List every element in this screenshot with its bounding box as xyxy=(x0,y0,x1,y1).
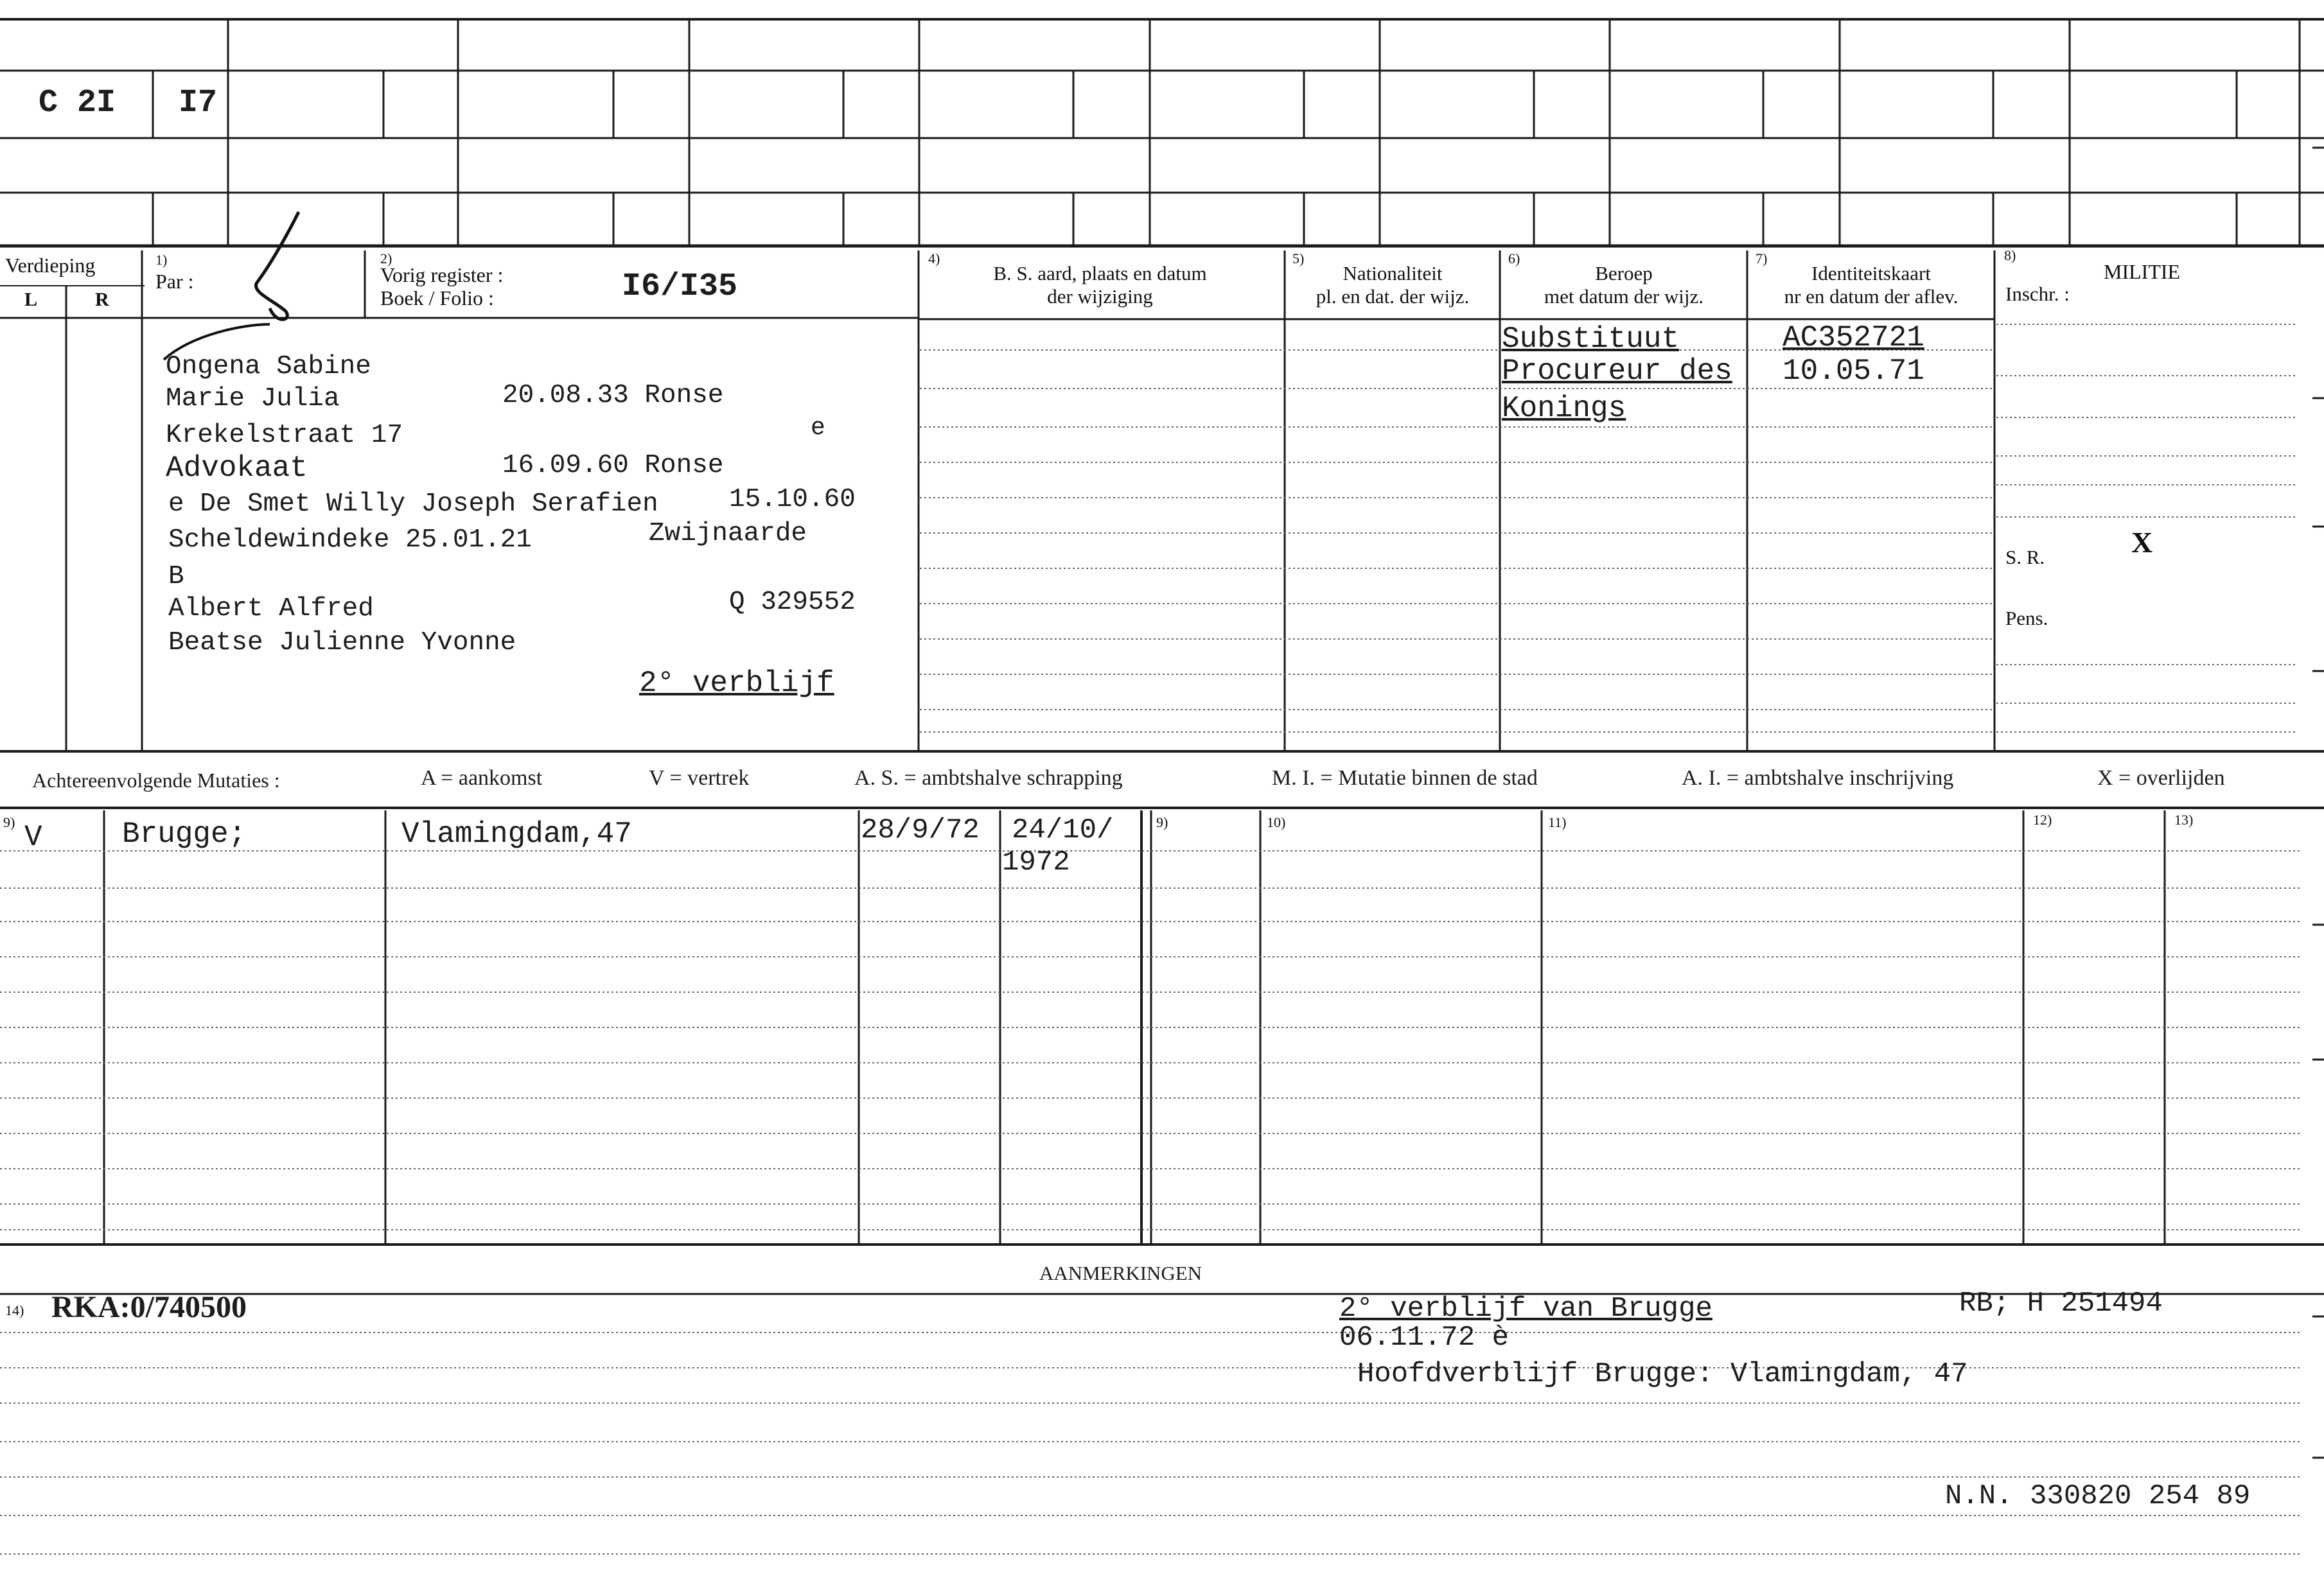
vorig-label: Vorig register : xyxy=(380,263,504,286)
person-marriage-date: 15.10.60 xyxy=(729,485,856,514)
verdieping-label: Verdieping xyxy=(5,254,96,277)
nat-header-line1: Nationaliteit xyxy=(1342,262,1443,284)
legend-ai: A. I. = ambtshalve inschrijving xyxy=(1682,766,1954,790)
pens-label: Pens. xyxy=(2005,607,2048,629)
mut-col-9b: 9) xyxy=(1156,814,1168,830)
bs-header xyxy=(925,262,1275,308)
legend-a: A = aankomst xyxy=(421,766,543,790)
remarks-line3: Hoofdverblijf Brugge: Vlamingdam, 47 xyxy=(1357,1358,1968,1390)
child-code: Q 329552 xyxy=(729,588,856,617)
person-profession-date: 16.09.60 Ronse xyxy=(502,451,724,480)
person-profession: Advokaat xyxy=(166,451,308,485)
beroep-line1: Substituut xyxy=(1502,322,1680,356)
nat-number: 5) xyxy=(1292,250,1305,266)
identity-card-number: AC352721 xyxy=(1783,321,1924,354)
ber-number: 6) xyxy=(1508,250,1520,266)
mutation-type: V xyxy=(24,821,42,854)
legend-x: X = overlijden xyxy=(2097,766,2225,790)
mut-col-13: 13) xyxy=(2174,812,2194,828)
vorig-register-value: I6/I35 xyxy=(622,268,738,305)
legend-v: V = vertrek xyxy=(649,766,750,790)
person-name: Ongena Sabine xyxy=(166,352,371,381)
col-l-label: L xyxy=(24,289,38,310)
bs-number: 4) xyxy=(928,250,940,266)
child-name: Albert Alfred xyxy=(168,594,374,624)
person-birth: 20.08.33 Ronse xyxy=(502,381,724,410)
bs-header-line2: der wijziging xyxy=(1047,284,1153,308)
person-address: Krekelstraat 17 xyxy=(166,421,403,450)
identity-card-date: 10.05.71 xyxy=(1783,354,1924,388)
remarks-title: AANMERKINGEN xyxy=(1039,1262,1202,1284)
mil-number: 8) xyxy=(2004,247,2016,263)
remarks-code: RKA:0/740500 xyxy=(51,1290,247,1324)
beroep-line3: Konings xyxy=(1502,392,1626,425)
mutation-city: Brugge; xyxy=(122,817,247,851)
stay-label: 2° verblijf xyxy=(639,667,834,700)
nat-header-line2: pl. en dat. der wijz. xyxy=(1316,284,1470,308)
par-label: Par : xyxy=(155,270,194,293)
remarks-rb: RB; H 251494 xyxy=(1959,1288,2163,1320)
id-header xyxy=(1748,262,1994,308)
spouse-residence: Zwijnaarde xyxy=(649,519,807,548)
boek-folio-label: Boek / Folio : xyxy=(380,286,494,310)
legend-mi: M. I. = Mutatie binnen de stad xyxy=(1272,766,1538,790)
id-header-line1: Identiteitskaart xyxy=(1811,262,1931,284)
beroep-line2: Procureur des xyxy=(1502,354,1732,388)
col-r-label: R xyxy=(95,289,109,310)
national-number: N.N. 330820 254 89 xyxy=(1945,1480,2251,1512)
mutation-date: 28/9/72 xyxy=(861,814,980,846)
person-mark: e xyxy=(811,414,825,442)
remarks-line1: 2° verblijf van Brugge xyxy=(1339,1293,1712,1325)
ber-header-line1: Beroep xyxy=(1595,262,1653,284)
cell-number: I7 xyxy=(179,85,218,121)
vorig-number: 2) xyxy=(380,250,392,266)
legend-as: A. S. = ambtshalve schrapping xyxy=(854,766,1123,790)
par-number: 1) xyxy=(155,252,168,268)
person-b-mark: B xyxy=(168,562,184,591)
mutation-street: Vlamingdam,47 xyxy=(401,817,632,851)
nat-header xyxy=(1287,262,1499,308)
mut-col-12: 12) xyxy=(2033,812,2052,828)
legend-title: Achtereenvolgende Mutaties : xyxy=(32,769,280,792)
ber-header-line2: met datum der wijz. xyxy=(1544,284,1703,308)
mut-col-9: 9) xyxy=(3,814,15,830)
remarks-line2: 06.11.72 è xyxy=(1339,1322,1510,1354)
cell-code: C 2I xyxy=(39,85,116,121)
person-spouse: e De Smet Willy Joseph Serafien xyxy=(168,489,658,519)
mutation-year: 1972 xyxy=(1002,846,1070,878)
mut-col-11: 11) xyxy=(1548,814,1567,830)
remarks-number: 14) xyxy=(5,1302,24,1318)
id-number: 7) xyxy=(1756,250,1768,266)
child-name-2: Beatse Julienne Yvonne xyxy=(168,628,516,658)
person-given-names: Marie Julia xyxy=(166,384,340,414)
spouse-birth: Scheldewindeke 25.01.21 xyxy=(168,525,532,555)
militie-title: MILITIE xyxy=(2104,260,2181,283)
mut-col-10: 10) xyxy=(1267,814,1286,830)
handwritten-mark xyxy=(256,212,299,320)
mutation-date2: 24/10/ xyxy=(1012,814,1114,846)
sr-label: S. R. xyxy=(2005,546,2045,568)
inschr-label: Inschr. : xyxy=(2005,283,2070,305)
ber-header xyxy=(1502,262,1746,308)
bs-header-line1: B. S. aard, plaats en datum xyxy=(993,262,1207,284)
sr-value: X xyxy=(2131,526,2153,559)
id-header-line2: nr en datum der aflev. xyxy=(1784,284,1959,308)
